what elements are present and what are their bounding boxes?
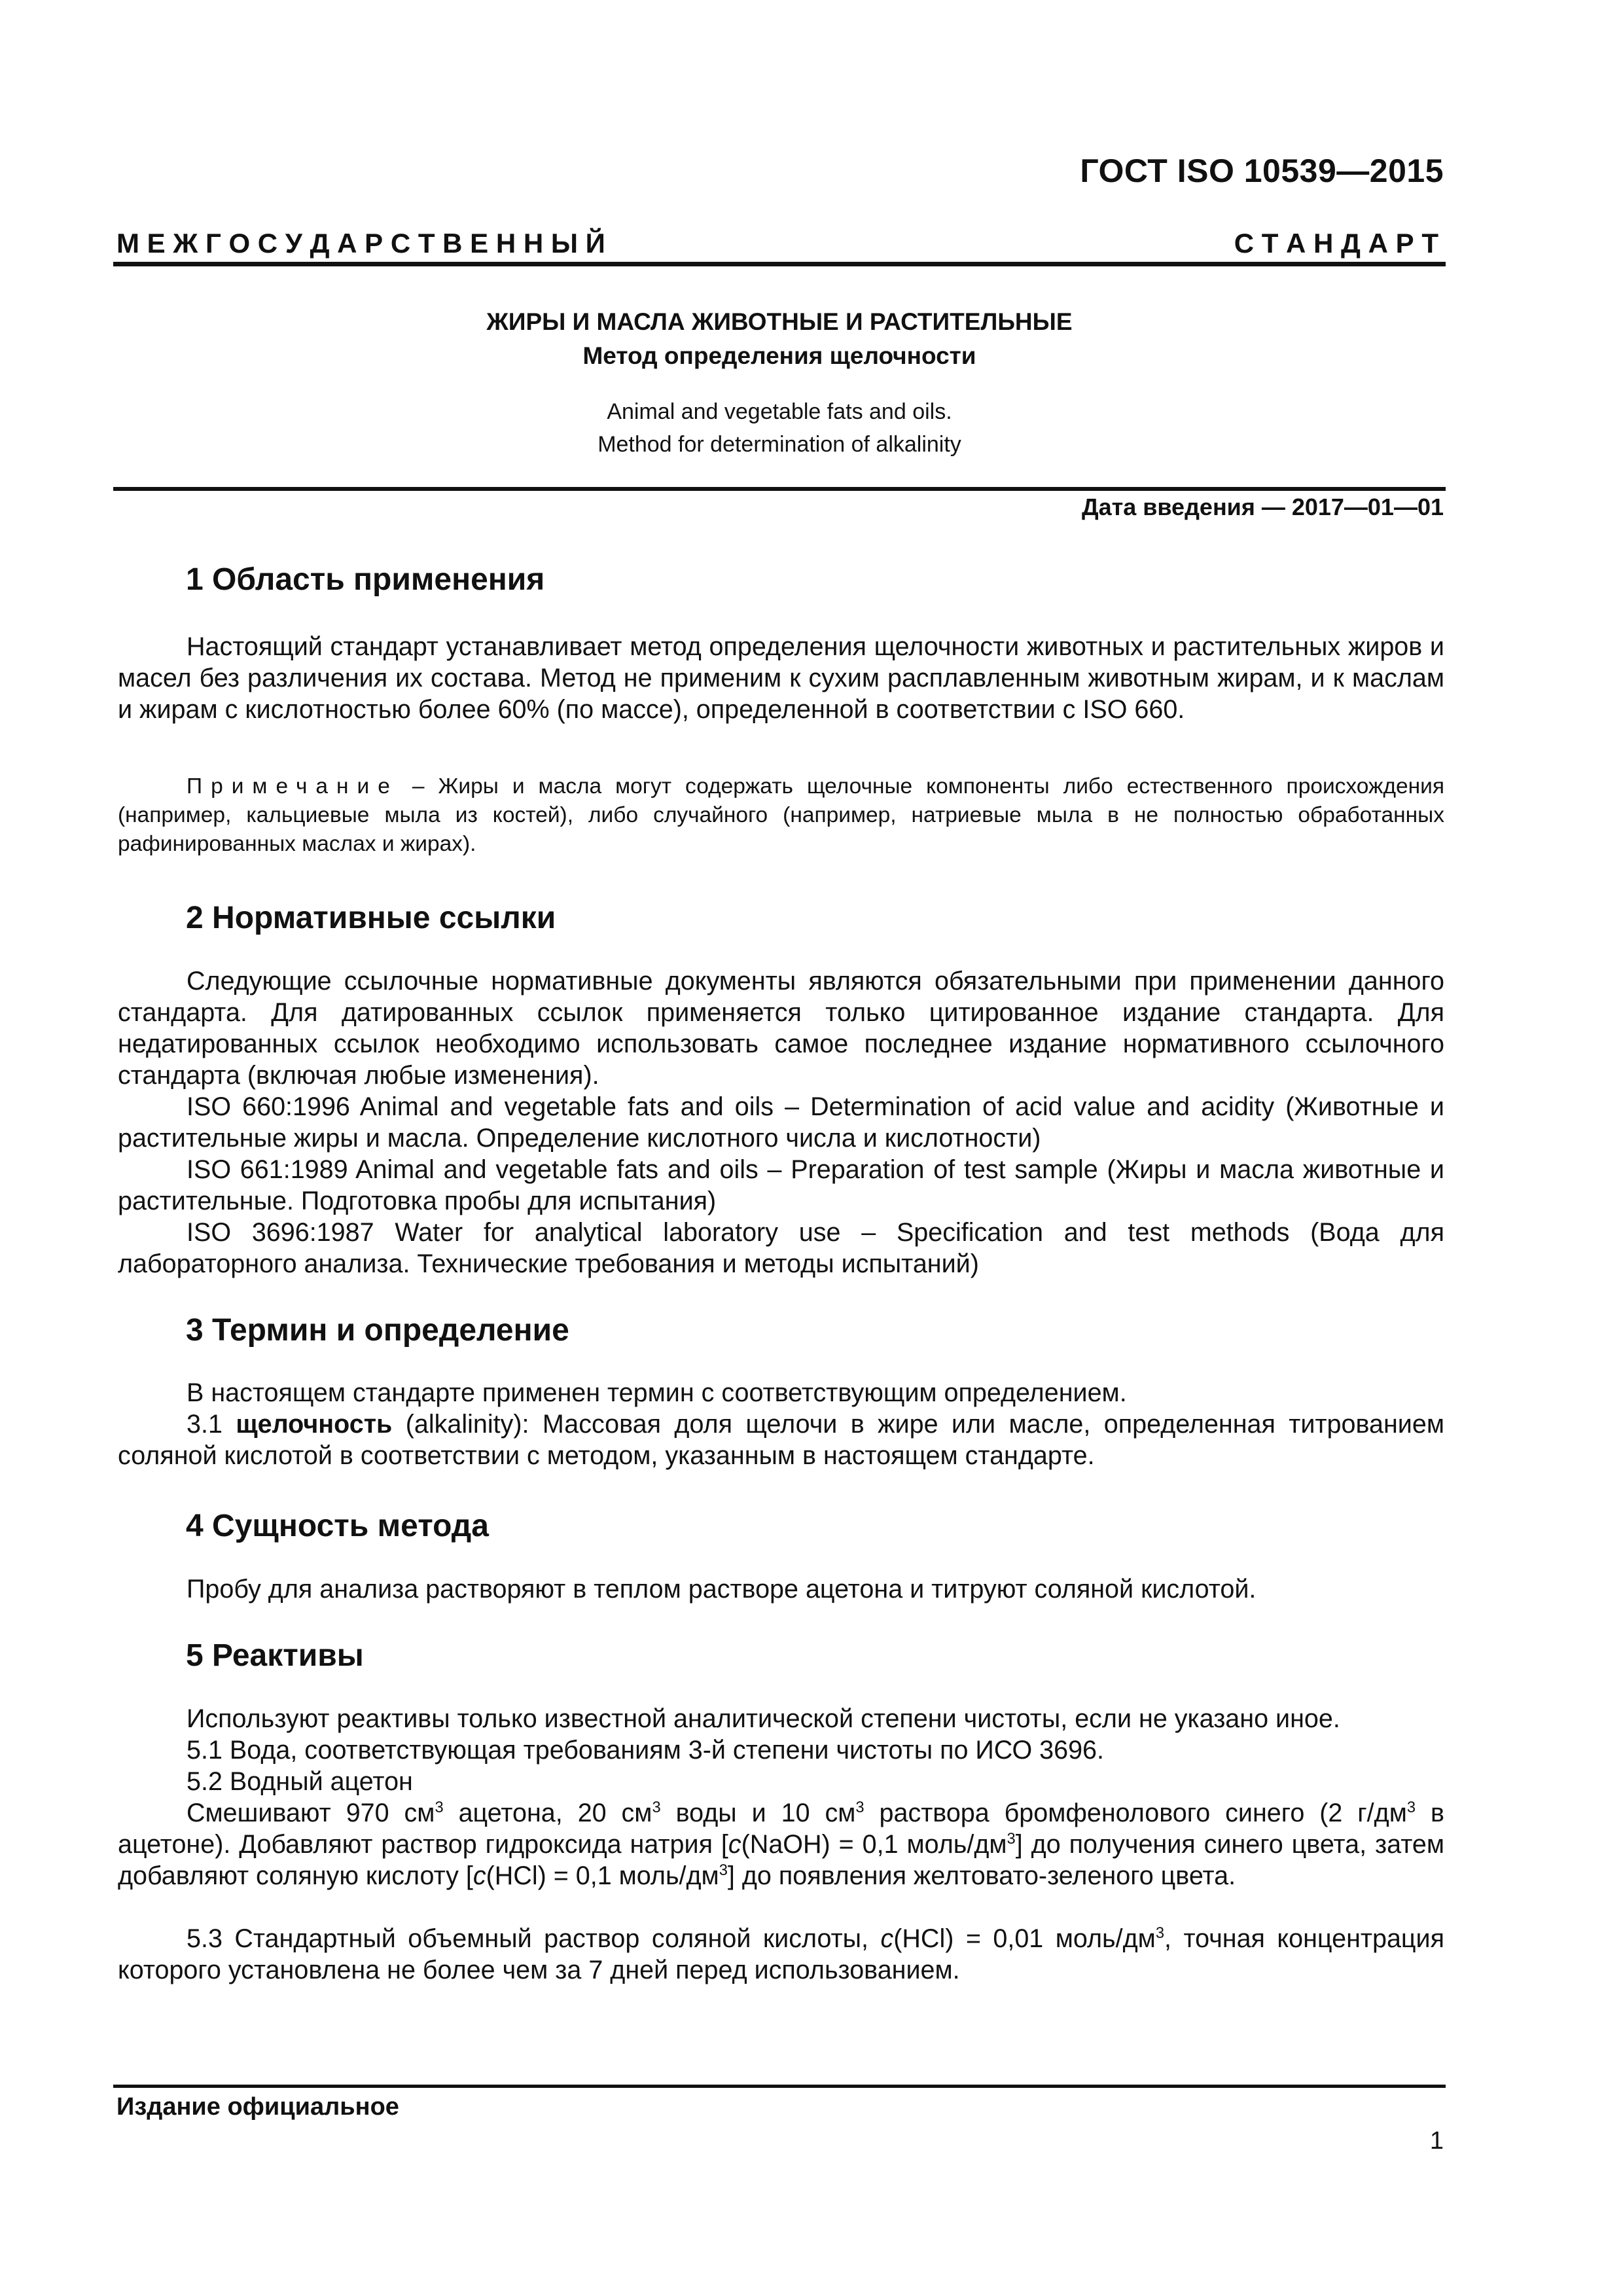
title-english [113, 395, 1446, 461]
page-number: 1 [1429, 2127, 1444, 2155]
section-1-note [118, 772, 1444, 859]
section-4-heading: 4 Сущность метода [186, 1509, 489, 1543]
section-2-paragraph: Следующие ссылочные нормативные документы являются обязательными при применении данного стандарта. Для датированных ссылок применяется только цитированное издание стандарта. Для недатированных ссылок необходимо использовать самое последнее издание нормативного ссылочного стандарта (включая любые изменения). [118, 967, 1444, 1090]
title-ru-line2: Метод определения щелочности [582, 342, 976, 369]
title-en-line1: Animal and vegetable fats and oils. [607, 399, 952, 424]
document-number: ГОСТ ISO 10539—2015 [1080, 152, 1444, 189]
section-1-paragraph: Настоящий стандарт устанавливает метод определения щелочности животных и растительных жиров и масел без различения их состава. Метод не применим к сухим расплавленным животным жирам, и к маслам и жирам с кислотностью более 60% (по массе), определенной в соответствии с ISO 660. [118, 632, 1444, 724]
item-5-2-text: Смешивают 970 $см^3$ ацетона, 20 $см^3$ воды и 10 $см^3$ раствора бромфенолового синего (2 $г/дм^3$ в ацетоне). Добавляют раствор гидроксида натрия [c(NaOH) = 0,1 моль/$дм^3$] до получения синего цвета, затем добавляют соляную кислоту [c(HCl) = 0,1 моль/$дм^3$] до появления желтовато-зеленого цвета. [118, 1799, 1444, 1890]
reference-iso-3696: ISO 3696:1987 Water for analytical laboratory use – Specification and test methods (Вода для лабораторного анализа. Технические требования и методы испытаний) [118, 1218, 1444, 1278]
section-5-paragraph: Используют реактивы только известной аналитической степени чистоты, если не указано иное. [187, 1704, 1340, 1733]
section-4-paragraph: Пробу для анализа растворяют в теплом растворе ацетона и титруют соляной кислотой. [187, 1575, 1257, 1604]
note-label: Примечание [187, 774, 399, 798]
title-en-line2: Method for determination of alkalinity [597, 432, 961, 457]
section-1-heading: 1 Область применения [186, 562, 545, 597]
reference-iso-661: ISO 661:1989 Animal and vegetable fats and oils – Preparation of test sample (Жиры и масла животные и растительные. Подготовка пробы для испытания) [118, 1155, 1444, 1215]
title-ru-line1: ЖИРЫ И МАСЛА ЖИВОТНЫЕ И РАСТИТЕЛЬНЫЕ [486, 308, 1073, 335]
title-russian [113, 305, 1446, 373]
term-definition [118, 1408, 1444, 1471]
official-edition-label: Издание официальное [116, 2093, 399, 2121]
top-rule [113, 262, 1446, 266]
item-5-3: 5.3 Стандартный объемный раствор соляной кислоты, c(HCl) = 0,01 моль/$дм^3$, точная концентрация которого установлена не более чем за 7 дней перед использованием. [118, 1924, 1444, 1984]
section-3-heading: 3 Термин и определение [186, 1313, 569, 1348]
term-definition-text: (alkalinity): Массовая доля щелочи в жире или масле, определенная титрованием соляной кислотой в соответствии с методом, указанным в настоящем стандарте. [118, 1410, 1444, 1470]
term-number: 3.1 [187, 1410, 236, 1439]
section-3-paragraph: В настоящем стандарте применен термин с соответствующим определением. [187, 1378, 1127, 1407]
item-5-1: 5.1 Вода, соответствующая требованиям 3-й степени чистоты по ИСО 3696. [187, 1736, 1104, 1765]
standard-word: С Т А Н Д А Р Т [1234, 228, 1438, 259]
title-rule [113, 487, 1446, 491]
interstate-standard-banner [116, 228, 1438, 259]
interstate-word: М Е Ж Г О С У Д А Р С Т В Е Н Н Ы Й [116, 228, 605, 259]
item-5-2-heading: 5.2 Водный ацетон [187, 1767, 413, 1796]
reference-iso-660: ISO 660:1996 Animal and vegetable fats and oils – Determination of acid value and acidity (Животные и растительные жиры и масла. Определение кислотного числа и кислотности) [118, 1092, 1444, 1153]
introduction-date: Дата введения — 2017—01—01 [1081, 493, 1444, 520]
section-5-heading: 5 Реактивы [186, 1638, 364, 1673]
note-text: – Жиры и масла могут содержать щелочные компоненты либо естественного происхождения (например, кальциевые мыла из костей), либо случайного (например, натриевые мыла в не полностью обработанных рафинированных маслах и жирах). [118, 774, 1444, 856]
section-2-heading: 2 Нормативные ссылки [186, 901, 556, 935]
term-word: щелочность [236, 1410, 393, 1439]
footer-rule [113, 2085, 1446, 2088]
